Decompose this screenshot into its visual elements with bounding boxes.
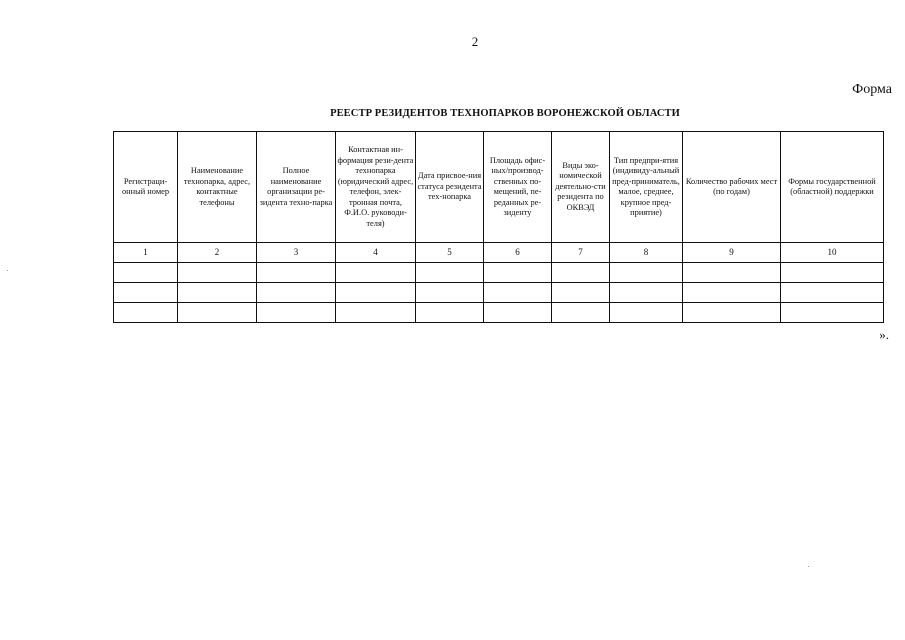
table-cell [781,303,884,323]
scan-speck [808,566,809,567]
table-cell [781,263,884,283]
table-cell [114,283,178,303]
header-state-support: Формы государственной (областной) поддержки [781,132,884,243]
table-cell [484,283,552,303]
header-premises-area: Площадь офис-ных/производ-ственных по-мещений, пе-реданных ре-зиденту [484,132,552,243]
header-jobs-count: Количество рабочих мест (по годам) [683,132,781,243]
table-cell [257,303,336,323]
closing-quote: ». [879,327,889,342]
table-cell [114,303,178,323]
table-cell [610,283,683,303]
table-cell [416,303,484,323]
column-number: 2 [178,243,257,263]
table-row [114,263,884,283]
table-cell [336,263,416,283]
column-number: 4 [336,243,416,263]
table-row [114,303,884,323]
table-cell [257,263,336,283]
table-cell [552,303,610,323]
page-number: 2 [471,34,479,49]
header-resident-contacts: Контактная ин-формация рези-дента технопарка (юридический адрес, телефон, элек-тронная почта, Ф.И.О. руководи-теля) [336,132,416,243]
table-cell [781,283,884,303]
header-registration-number: Регистраци-онный номер [114,132,178,243]
column-number: 7 [552,243,610,263]
column-number: 6 [484,243,552,263]
table-cell [683,263,781,283]
table-cell [416,263,484,283]
form-label: Форма [852,82,892,97]
column-number: 5 [416,243,484,263]
table-header-row [114,132,884,243]
column-number: 1 [114,243,178,263]
table-cell [336,303,416,323]
table-cell [552,263,610,283]
registry-table [113,131,884,323]
header-resident-organization: Полное наименование организации ре-зидента техно-парка [257,132,336,243]
table-cell [484,263,552,283]
table-cell [610,303,683,323]
registry-title: РЕЕСТР РЕЗИДЕНТОВ ТЕХНОПАРКОВ ВОРОНЕЖСКОЙ ОБЛАСТИ [330,108,680,119]
table-cell [416,283,484,303]
table-cell [178,303,257,323]
header-enterprise-type: Тип предпри-ятия (индивиду-альный пред-приниматель, малое, среднее, крупное пред-приятие) [610,132,683,243]
table-cell [610,263,683,283]
table-row [114,283,884,303]
column-number: 10 [781,243,884,263]
column-number: 8 [610,243,683,263]
header-technopark-name: Наименование технопарка, адрес, контактные телефоны [178,132,257,243]
column-number: 9 [683,243,781,263]
scan-speck [7,270,8,271]
header-economic-activity: Виды эко-номической деятельно-сти резидента по ОКВЭД [552,132,610,243]
column-number-row [114,243,884,263]
header-status-date: Дата присвое-ния статуса резидента тех-нопарка [416,132,484,243]
table-cell [178,263,257,283]
table-cell [178,283,257,303]
table-cell [336,283,416,303]
column-number: 3 [257,243,336,263]
table-cell [552,283,610,303]
table-cell [114,263,178,283]
table-cell [683,283,781,303]
table-cell [683,303,781,323]
table-cell [257,283,336,303]
table-cell [484,303,552,323]
